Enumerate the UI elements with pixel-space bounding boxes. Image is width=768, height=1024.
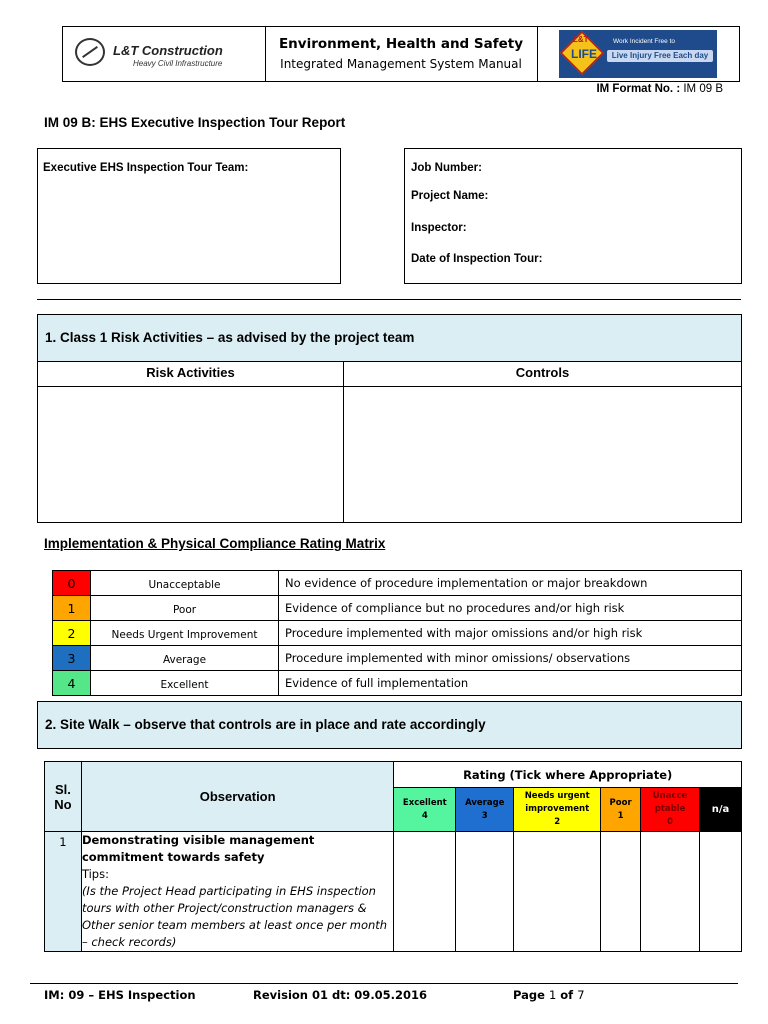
matrix-description: Procedure implemented with major omissions and/or high risk (279, 621, 742, 646)
tick-poor[interactable] (601, 832, 641, 952)
matrix-row (53, 621, 742, 646)
matrix-score: 2 (53, 621, 91, 646)
controls-header: Controls (515, 365, 570, 380)
company-division: Heavy Civil Infrastructure (133, 59, 223, 68)
rating-matrix (52, 570, 742, 696)
matrix-score: 1 (53, 596, 91, 621)
section1-title: 1. Class 1 Risk Activities – as advised by the project team (45, 330, 415, 345)
observation-heading: Demonstrating visible management commitment towards safety (81, 833, 315, 864)
observation-header: Observation (81, 762, 393, 832)
section2-title: 2. Site Walk – observe that controls are in place and rate accordingly (45, 717, 486, 732)
job-number-field[interactable]: Job Number: (411, 162, 482, 174)
lt-life-logo (559, 30, 717, 78)
matrix-label: Unacceptable (91, 571, 279, 596)
rating-average: Average 3 (456, 788, 514, 832)
matrix-score: 3 (53, 646, 91, 671)
divider (37, 299, 741, 300)
company-logo-cell (63, 27, 266, 81)
rating-poor: Poor 1 (601, 788, 641, 832)
inspection-team-box[interactable] (37, 148, 341, 284)
controls-cell[interactable] (344, 387, 741, 522)
site-walk-table (44, 761, 742, 952)
matrix-label: Excellent (91, 671, 279, 696)
tick-na[interactable] (700, 832, 742, 952)
rating-na: n/a (700, 788, 742, 832)
life-badge-word: LIFE (571, 47, 597, 61)
footer-divider (30, 983, 738, 984)
job-details-box (404, 148, 742, 284)
format-value: IM 09 B (683, 83, 723, 95)
inspector-field[interactable]: Inspector: (411, 222, 467, 234)
format-label: IM Format No. : (596, 83, 681, 95)
tick-needs-improvement[interactable] (514, 832, 601, 952)
matrix-row (53, 596, 742, 621)
matrix-label: Needs Urgent Improvement (91, 621, 279, 646)
rating-header: Rating (Tick where Appropriate) (394, 762, 742, 788)
header-title: Environment, Health and Safety (278, 36, 524, 52)
section1-header (37, 314, 742, 362)
matrix-label: Poor (91, 596, 279, 621)
matrix-score: 0 (53, 571, 91, 596)
matrix-row (53, 571, 742, 596)
tips-label: Tips: (81, 867, 109, 881)
risk-activities-header: Risk Activities (146, 365, 235, 380)
footer-doc-ref: IM: 09 – EHS Inspection (44, 988, 196, 1002)
inspection-team-label: Executive EHS Inspection Tour Team: (43, 162, 249, 174)
life-badge-lt: L&T (573, 35, 589, 44)
inspection-date-field[interactable]: Date of Inspection Tour: (411, 253, 543, 265)
table-row (45, 832, 742, 952)
matrix-score: 4 (53, 671, 91, 696)
format-number (596, 83, 723, 95)
document-title: IM 09 B: EHS Executive Inspection Tour Report (44, 115, 346, 130)
matrix-description: Procedure implemented with minor omissions/ observations (279, 646, 742, 671)
matrix-description: Evidence of compliance but no procedures and/or high risk (279, 596, 742, 621)
rating-unacceptable: Unacce ptable 0 (641, 788, 700, 832)
risk-activities-table (37, 361, 742, 523)
matrix-label: Average (91, 646, 279, 671)
observation-cell (81, 832, 393, 952)
rating-needs-improvement: Needs urgent improvement 2 (514, 788, 601, 832)
tick-unacceptable[interactable] (641, 832, 700, 952)
tips-text: (Is the Project Head participating in EHS inspection tours with other Project/construction managers & Other senior team members at least once per month – check records) (81, 884, 388, 949)
life-badge-cell (537, 27, 739, 81)
lt-logo-icon (75, 38, 105, 66)
rating-matrix-title: Implementation & Physical Compliance Rating Matrix (44, 536, 386, 551)
section2-header (37, 701, 742, 749)
footer-page: Page 1 of 7 (513, 988, 585, 1002)
matrix-description: Evidence of full implementation (279, 671, 742, 696)
tick-excellent[interactable] (394, 832, 456, 952)
risk-activities-cell[interactable] (38, 387, 343, 522)
footer-revision: Revision 01 dt: 09.05.2016 (253, 988, 428, 1002)
company-name: L&T Construction (113, 43, 223, 58)
tick-average[interactable] (456, 832, 514, 952)
project-name-field[interactable]: Project Name: (411, 190, 489, 202)
life-badge-slogan: Live Injury Free Each day (607, 50, 713, 62)
row-number: 1 (45, 832, 82, 952)
rating-excellent: Excellent 4 (394, 788, 456, 832)
header-subtitle: Integrated Management System Manual (280, 57, 522, 71)
life-badge-tagline: Work Incident Free to (613, 38, 676, 45)
matrix-description: No evidence of procedure implementation or major breakdown (279, 571, 742, 596)
header-title-cell (265, 27, 538, 81)
matrix-row (53, 671, 742, 696)
matrix-row (53, 646, 742, 671)
sl-no-header: Sl. No (45, 762, 82, 832)
document-header (62, 26, 740, 82)
